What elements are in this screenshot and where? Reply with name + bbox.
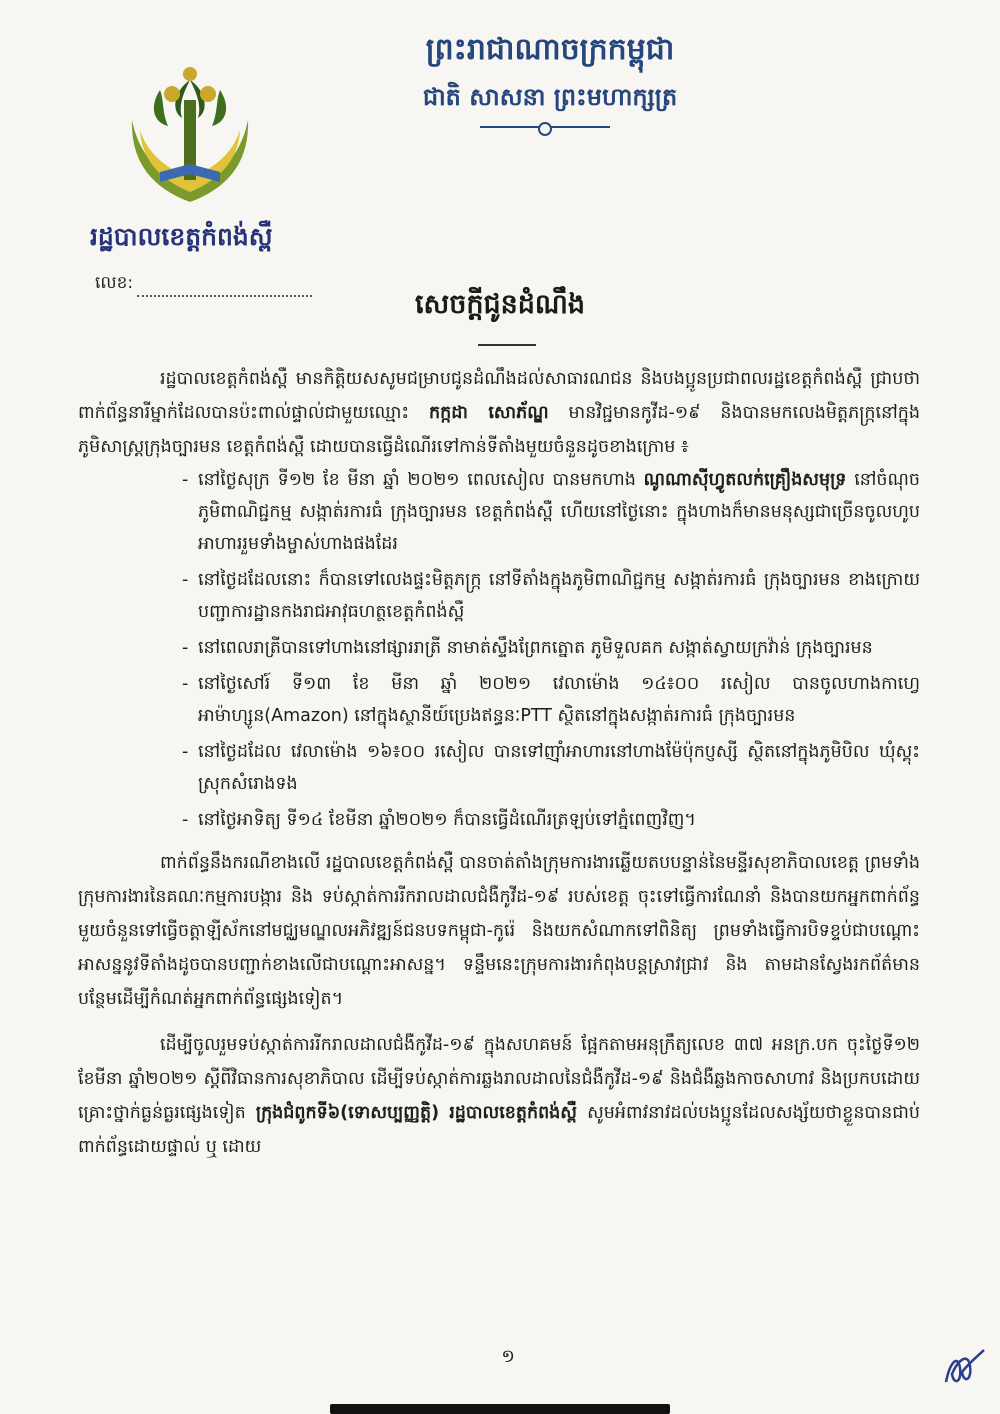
provincial-emblem-logo (120, 60, 260, 210)
list-item-text: នៅថ្ងៃដដែលនោះ ក៏បានទៅលេងផ្ទះមិត្តភក្ក្រ នៅទីតាំងក្នុងភូមិពាណិជ្ជកម្ម សង្កាត់រការធំ ក្រុងច្បារមន ខាងក្រោយបញ្ជាការដ្ឋានកងរាជអាវុធហត្ថខេត្តកំពង់ស្ពឺ (198, 570, 920, 622)
document-number-label: លេខ: (95, 273, 134, 293)
kingdom-title: ព្រះរាជាណាចក្រកម្ពុជា (425, 32, 675, 67)
list-item-text-continued: នៅចំណុចភូមិពាណិជ្ជកម្ម សង្កាត់រការធំ ក្រុងច្បារមន ខេត្តកំពង់ស្ពឺ ហើយនៅថ្ងៃនោះ ក្នុងហាងក៏មានមនុស្សជាច្រើនចូលហូបអាហាររួមទាំងម្ចាស់ហាងផងដែរ (198, 470, 920, 554)
intro-text-continued: មានវិជ្ជមានកូវីដ-១៩ និងបានមកលេងមិត្តភក្ក្រនៅក្នុងភូមិសាស្ត្រក្រុងច្បារមន ខេត្តកំពង់ស្ពឺ ដោយបានធ្វើដំណើរទៅកាន់ទីតាំងមួយចំនួនដូចខាងក្រោម ៖ (78, 403, 920, 457)
appeal-paragraph (78, 1028, 920, 1164)
appeal-text: ដើម្បីចូលរួមទប់ស្កាត់ការរីករាលដាលជំងឺកូវីដ-១៩ ក្នុងសហគមន៍ ផ្អែកតាមអនុក្រឹត្យលេខ ៣៧ អនក្រ.បក ចុះថ្ងៃទី១២ ខែមីនា ឆ្នាំ២០២១ ស្តីពីវិធានការសុខាភិបាល ដើម្បីទប់ស្កាត់ការឆ្លងរាលដាលនៃជំងឺកូវីដ-១៩ និងជំងឺឆ្លងកាចសាហាវ និងប្រកបដោយគ្រោះថ្នាក់ធ្ងន់ធ្ងរផ្សេងទៀត (78, 1035, 920, 1123)
title-underline (478, 344, 536, 346)
header-divider (480, 126, 610, 128)
agency-reference: រដ្ឋបាលខេត្តកំពង់ស្ពឺ (449, 1103, 577, 1123)
restaurant-name: ណូណាស៊ីហ្វូតលក់គ្រឿងសមុទ្រ (643, 470, 847, 490)
list-item (198, 668, 920, 732)
list-item-text: នៅថ្ងៃសុក្រ ទី១២ ខែ មីនា ឆ្នាំ ២០២១ ពេលសៀល បានមកហាង (198, 470, 636, 490)
page-number: ១ (501, 1346, 515, 1367)
appeal-text-continued: សូមអំពាវនាវដល់បងប្អូនដែលសង្ស័យថាខ្លួនបានជាប់ពាក់ព័ន្ធដោយផ្ទាល់ ឬ ដោយ (78, 1103, 920, 1157)
intro-text: រដ្ឋបាលខេត្តកំពង់ស្ពឺ មានកិត្តិយសសូមជម្រាបជូនដំណឹងដល់សាធារណជន និងបងប្អូនប្រជាពលរដ្ឋខេត្តកំពង់ស្ពឺ ជ្រាបថា ពាក់ព័ន្ធនារីម្នាក់ដែលបានប៉ះពាល់ផ្ទាល់ជាមួយឈ្មោះ (78, 369, 920, 423)
agency-name: រដ្ឋបាលខេត្តកំពង់ស្ពឺ (90, 222, 273, 251)
locations-list (78, 464, 920, 836)
document-title: សេចក្តីជូនដំណឹង (414, 289, 586, 320)
national-motto: ជាតិ សាសនា ព្រះមហាក្សត្រ (422, 82, 678, 111)
list-item-text: នៅថ្ងៃអាទិត្យ ទី១៤ ខែមីនា ឆ្នាំ២០២១ ក៏បានធ្វើដំណើរត្រឡប់ទៅភ្នំពេញវិញ។ (198, 810, 696, 830)
list-item (198, 736, 920, 800)
response-paragraph: ពាក់ព័ន្ធនឹងករណីខាងលើ រដ្ឋបាលខេត្តកំពង់ស្ពឺ បានចាត់តាំងក្រុមការងារឆ្លើយតបបន្ទាន់នៃមន្ទីរសុខាភិបាលខេត្ត ព្រមទាំងក្រុមការងារនៃគណៈកម្មការបង្ការ និង ទប់ស្កាត់ការរីករាលដាលជំងឺកូវីដ-១៩ របស់ខេត្ត ចុះទៅធ្វើការណែនាំ និងបានយកអ្នកពាក់ព័ន្ធមួយចំនួនទៅធ្វើចត្តាឡីស័កនៅមជ្ឈមណ្ឌលអភិវឌ្ឍន៍ជនបទកម្ពុជា-កូរ៉េ និងយកសំណាកទៅពិនិត្យ ព្រមទាំងធ្វើការបិទខ្ទប់ជាបណ្តោះអាសន្ននូវទីតាំងដូចបានបញ្ជាក់ខាងលើជាបណ្តោះអាសន្ន។ ទន្ទឹមនេះក្រុមការងារកំពុងបន្តស្រាវជ្រាវ និង តាមដានស្វែងរកព័ត៌មានបន្ថែមដើម្បីកំណត់អ្នកពាក់ព័ន្ធផ្សេងទៀត។ (78, 853, 920, 1009)
list-item-text: នៅថ្ងៃសៅរ៍ ទី១៣ ខែ មីនា ឆ្នាំ ២០២១ វេលាម៉ោង ១៤៖០០ រសៀល បានចូលហាងកាហ្វេអាម៉ាហ្សូន(Amazon) នៅក្នុងស្ថានីយ៍ប្រេងឥន្ធនៈPTT ស្ថិតនៅក្នុងសង្កាត់រការធំ ក្រុងច្បារមន (198, 674, 920, 726)
scroll-indicator-bar[interactable] (330, 1404, 670, 1414)
document-number-blank (137, 281, 312, 297)
intro-paragraph (78, 362, 920, 464)
list-item (198, 632, 920, 664)
list-item (198, 564, 920, 628)
patient-name: កក្កដា សោភ័ណ្ឌ (429, 403, 549, 423)
list-item (198, 804, 920, 836)
document-number (95, 272, 312, 297)
list-item-text: នៅពេលរាត្រីបានទៅហាងនៅផ្សាររាត្រី នាមាត់ស្ទឹងព្រែកត្នោត ភូមិទួលគក សង្កាត់ស្វាយក្រវ៉ាន់ ក្រុងច្បារមន (198, 638, 873, 658)
handwritten-initials-signature (940, 1342, 990, 1392)
list-item (198, 464, 920, 560)
chapter-reference: ក្រុងជំពូកទី៦(ទោសប្បញ្ញត្តិ) (255, 1103, 440, 1123)
list-item-text: នៅថ្ងៃដដែល វេលាម៉ោង ១៦៖០០ រសៀល បានទៅញ៉ាំអាហារនៅហាងម៉ែប៉ុកប្ញស្សី ស្ថិតនៅក្នុងភូមិបិល ឃុំស្គុះ ស្រុកសំរោងទង (198, 742, 920, 794)
document-body (78, 362, 920, 1164)
